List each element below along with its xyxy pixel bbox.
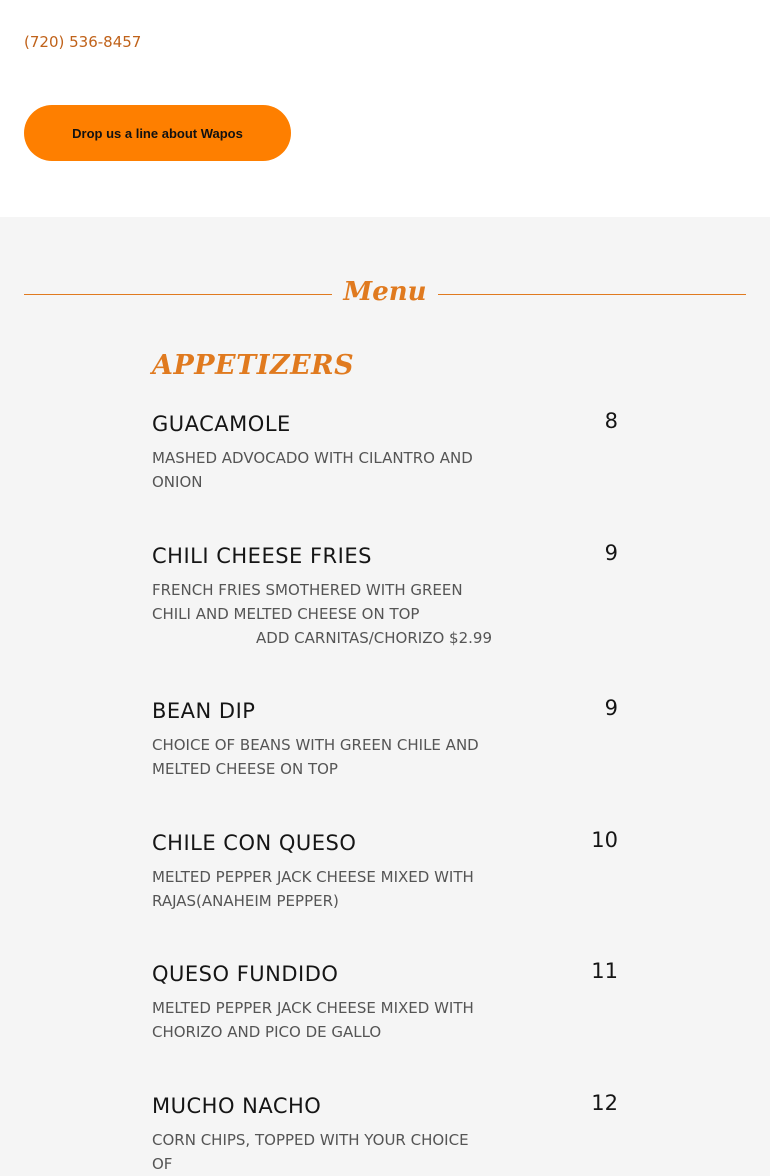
item-description-text: MELTED PEPPER JACK CHEESE MIXED WITH CHORIZO AND PICO DE GALLO <box>152 999 474 1041</box>
item-description <box>152 578 492 650</box>
item-description <box>152 446 492 494</box>
item-name: CHILI CHEESE FRIES <box>152 544 372 568</box>
phone-link[interactable]: (720) 536-8457 <box>24 33 142 51</box>
divider-left <box>24 294 332 295</box>
item-description <box>152 865 492 913</box>
item-description <box>152 996 492 1044</box>
item-name: MUCHO NACHO <box>152 1094 322 1118</box>
section-title-appetizers: APPETIZERS <box>152 350 355 381</box>
item-name: GUACAMOLE <box>152 412 291 436</box>
item-price: 8 <box>604 409 618 433</box>
item-description-text: CORN CHIPS, TOPPED WITH YOUR CHOICE OF <box>152 1131 469 1173</box>
item-price: 11 <box>591 959 618 983</box>
item-price: 9 <box>604 696 618 720</box>
item-description-text: CHOICE OF BEANS WITH GREEN CHILE AND MELTED CHEESE ON TOP <box>152 736 479 778</box>
item-name: QUESO FUNDIDO <box>152 962 339 986</box>
divider-right <box>438 294 746 295</box>
contact-cta-button[interactable]: Drop us a line about Wapos <box>24 105 291 161</box>
item-description-text: FRENCH FRIES SMOTHERED WITH GREEN CHILI AND MELTED CHEESE ON TOP <box>152 581 463 623</box>
item-price: 12 <box>591 1091 618 1115</box>
item-price: 10 <box>591 828 618 852</box>
item-name: CHILE CON QUESO <box>152 831 357 855</box>
item-name: BEAN DIP <box>152 699 256 723</box>
item-price: 9 <box>604 541 618 565</box>
item-description-text: MELTED PEPPER JACK CHEESE MIXED WITH RAJAS(ANAHEIM PEPPER) <box>152 868 474 910</box>
item-description <box>152 1128 492 1176</box>
menu-heading <box>0 272 770 316</box>
item-description <box>152 733 492 781</box>
menu-title: Menu <box>343 277 427 307</box>
item-description-text: MASHED ADVOCADO WITH CILANTRO AND ONION <box>152 449 473 491</box>
item-addon-note: ADD CARNITAS/CHORIZO $2.99 <box>256 629 492 647</box>
contact-section <box>0 0 770 217</box>
